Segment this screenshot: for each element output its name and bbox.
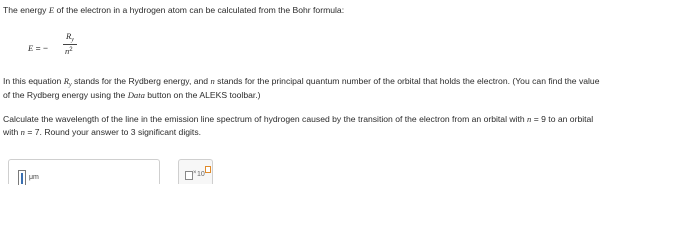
exponent-box-icon [205,166,211,173]
answer-input-box[interactable] [8,159,160,184]
bohr-formula [28,29,88,69]
ten-label: 10 [197,171,205,178]
scientific-notation-button[interactable] [178,159,213,184]
explanation-line-1: In this equation $R_y$ stands for the Rydberg energy, and n stands for the principal quantum number of the orbital that holds the electron. (You can find the value [3,76,600,88]
times-sign: × [193,170,197,176]
unit-label: μm [29,174,39,181]
formula-numerator: $R_y$ [66,31,74,43]
answer-field[interactable] [18,170,26,185]
formula-denominator: $n^2$ [65,46,73,56]
explanation-line-2: of the Rydberg energy using the Data button on the ALEKS toolbar.) [3,90,261,100]
fraction-bar [63,44,77,45]
mantissa-box-icon [185,171,193,180]
intro-text: The energy E of the electron in a hydrogen atom can be calculated from the Bohr formula: [3,5,345,15]
question-line-2: with n = 7. Round your answer to 3 significant digits. [3,127,201,137]
formula-lhs: E = − [28,43,49,53]
question-line-1: Calculate the wavelength of the line in the emission line spectrum of hydrogen caused by the transition of the electron from an orbital with n = 9 to an orbital [3,114,594,124]
